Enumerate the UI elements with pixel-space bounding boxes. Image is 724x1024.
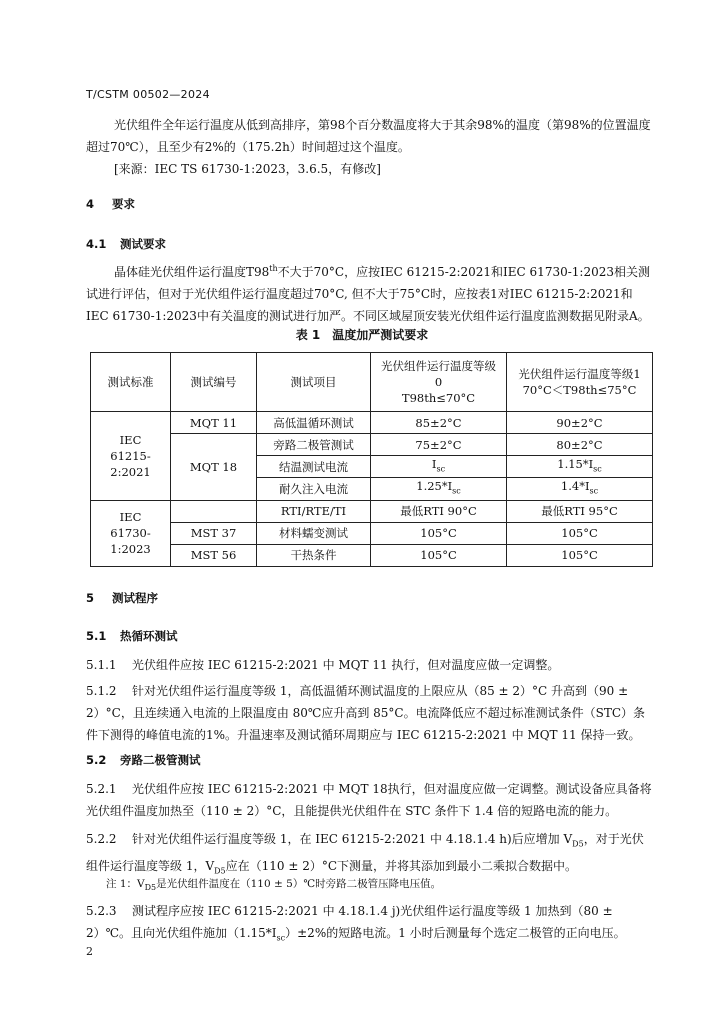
table-header-row xyxy=(91,353,653,412)
item-cell: 旁路二极管测试 xyxy=(257,434,371,456)
section-4-number: 4 xyxy=(86,197,95,211)
table-row xyxy=(91,500,653,522)
level0-cell: 105°C xyxy=(371,544,507,566)
section-4-title: 要求 xyxy=(112,197,135,211)
item-cell: RTI/RTE/TI xyxy=(257,500,371,522)
level0-cell: 85±2°C xyxy=(371,412,507,434)
section-4-heading xyxy=(86,196,135,212)
section-4-1-number: 4.1 xyxy=(86,237,107,251)
code-cell: MST 37 xyxy=(171,522,257,544)
level0-cell: 最低RTI 90°C xyxy=(371,500,507,522)
code-cell: MQT 11 xyxy=(171,412,257,434)
clause-number: 5.2.3 xyxy=(86,904,117,918)
clause-5-2-2: 5.2.2 针对光伏组件运行温度等级 1，在 IEC 61215-2:2021 中 4.18.1.4 h)后应增加 $V_{D5}$，对于光伏组件运行温度等级 1，$V_{D5}$应在（110 ± 2）°C下测量，并将其添加到最小二乘拟合数据中。 xyxy=(86,828,652,883)
section-5-2-number: 5.2 xyxy=(86,753,107,767)
note-1: 注 1：$V_{D5}$是光伏组件温度在（110 ± 5）℃时旁路二极管压降电压值。 xyxy=(106,878,442,893)
clause-5-1-2: 5.1.2 针对光伏组件运行温度等级 1，高低温循环测试温度的上限应从（85 ± 2）°C 升高到（90 ± 2）°C，且连续通入电流的上限温度由 80℃应升高到 85°C。电流降低应不超过标准测试条件（STC）条件下测得的峰值电流的1%。升温速率及测试循环周期应与 IEC 61215-2:2021 中 MQT 11 保持一致。 xyxy=(86,680,652,746)
intro-paragraph: 光伏组件全年运行温度从低到高排序，第98个百分数温度将大于其余98%的温度（第98%的位置温度超过70℃），且至少有2%的（175.2h）时间超过这个温度。 xyxy=(86,118,651,154)
clause-5-2-1: 5.2.1 光伏组件应按 IEC 61215-2:2021 中 MQT 18执行，但对温度应做一定调整。测试设备应具备将光伏组件温度加热至（110 ± 2）°C，且能提供光伏组件在 STC 条件下 1.4 倍的短路电流的能力。 xyxy=(86,778,652,822)
level1-cell: 105°C xyxy=(507,544,653,566)
section-5-2-title: 旁路二极管测试 xyxy=(120,753,201,767)
clause-number: 5.1.1 xyxy=(86,658,117,672)
item-cell: 材料蠕变测试 xyxy=(257,522,371,544)
section-5-1-number: 5.1 xyxy=(86,629,107,643)
table-row xyxy=(91,522,653,544)
standard-cell-iec61215: IEC 61215-2:2021 xyxy=(91,412,171,501)
standard-cell-iec61730: IEC 61730-1:2023 xyxy=(91,500,171,566)
clause-number: 5.2.1 xyxy=(86,782,117,796)
code-cell: MQT 18 xyxy=(171,434,257,501)
header-item: 测试项目 xyxy=(257,353,371,412)
level0-cell: $I_{sc}$ xyxy=(371,456,507,478)
section-4-1-title: 测试要求 xyxy=(120,237,166,251)
section-4-1-paragraph: 晶体硅光伏组件运行温度T98th不大于70°C，应按IEC 61215-2:2021和IEC 61730-1:2023相关测试进行评估，但对于光伏组件运行温度超过70°C, 但不大于75°C时，应按表1对IEC 61215-2:2021和IEC 61730-1:2023中有关温度的测试进行加严。不同区域屋顶安装光伏组件运行温度监测数据见附录A。 xyxy=(86,264,650,323)
temperature-test-table xyxy=(90,352,653,567)
level1-cell: $1.4*I_{sc}$ xyxy=(507,478,653,500)
section-5-2-heading xyxy=(86,752,201,768)
header-code: 测试编号 xyxy=(171,353,257,412)
item-cell: 干热条件 xyxy=(257,544,371,566)
table-row xyxy=(91,544,653,566)
clause-5-1-1: 5.1.1 光伏组件应按 IEC 61215-2:2021 中 MQT 11 执行，但对温度应做一定调整。 xyxy=(86,654,652,676)
item-cell: 耐久注入电流 xyxy=(257,478,371,500)
level1-cell: 最低RTI 95°C xyxy=(507,500,653,522)
level1-cell: $1.15*I_{sc}$ xyxy=(507,456,653,478)
level1-cell: 90±2°C xyxy=(507,412,653,434)
section-5-heading xyxy=(86,590,158,606)
level1-cell: 105°C xyxy=(507,522,653,544)
clause-number: 5.1.2 xyxy=(86,684,117,698)
header-level-1: 光伏组件运行温度等级1 70°C＜T98th≤75°C xyxy=(507,353,653,412)
source-note: [来源：IEC TS 61730-1:2023，3.6.5，有修改] xyxy=(114,162,381,176)
item-cell: 结温测试电流 xyxy=(257,456,371,478)
level0-cell: $1.25*I_{sc}$ xyxy=(371,478,507,500)
section-4-1-heading xyxy=(86,236,166,252)
section-5-title: 测试程序 xyxy=(112,591,158,605)
table-row xyxy=(91,412,653,434)
table-row xyxy=(91,434,653,456)
item-cell: 高低温循环测试 xyxy=(257,412,371,434)
page-number: 2 xyxy=(86,945,93,958)
section-5-1-title: 热循环测试 xyxy=(120,629,178,643)
code-cell: MST 56 xyxy=(171,544,257,566)
level0-cell: 75±2°C xyxy=(371,434,507,456)
code-cell xyxy=(171,500,257,522)
table-1-caption: 表 1 温度加严测试要求 xyxy=(295,328,429,342)
level0-cell: 105°C xyxy=(371,522,507,544)
header-standard: 测试标准 xyxy=(91,353,171,412)
header-level-0: 光伏组件运行温度等级 0 T98th≤70°C xyxy=(371,353,507,412)
section-5-1-heading xyxy=(86,628,178,644)
level1-cell: 80±2°C xyxy=(507,434,653,456)
clause-number: 5.2.2 xyxy=(86,832,117,846)
clause-5-2-3: 5.2.3 测试程序应按 IEC 61215-2:2021 中 4.18.1.4 j)光伏组件运行温度等级 1 加热到（80 ± 2）℃。且向光伏组件施加$(1.15*I_{sc})\pm 2\%$的短路电流。1 小时后测量每个选定二极管的正向电压。 xyxy=(86,900,652,949)
section-5-number: 5 xyxy=(86,591,95,605)
document-header: T/CSTM 00502—2024 xyxy=(86,88,210,101)
